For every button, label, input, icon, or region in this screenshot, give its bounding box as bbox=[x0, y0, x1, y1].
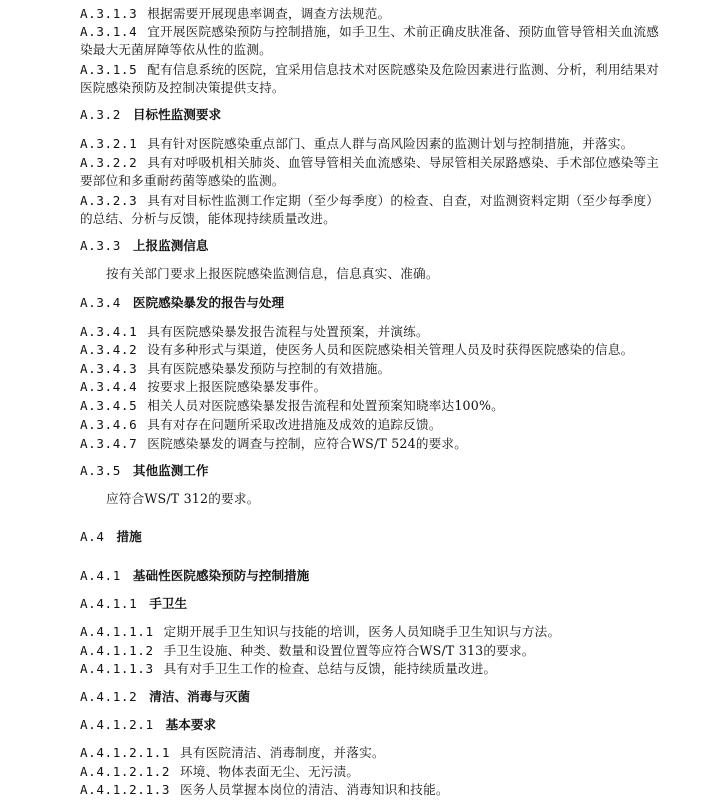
clause-number: A.3.4.7 bbox=[80, 436, 138, 451]
clause-a-3-4-2 bbox=[80, 341, 633, 359]
section-title: 基本要求 bbox=[165, 717, 217, 732]
clause-number: A.3.4.2 bbox=[80, 342, 138, 357]
section-heading-a-3-3 bbox=[80, 237, 208, 255]
clause-continuation: 医院感染预防及控制决策提供支持。 bbox=[80, 80, 285, 95]
clause-a-4-1-1-1 bbox=[80, 623, 560, 641]
section-heading-a-3-5 bbox=[80, 462, 208, 480]
section-number: A.4.1.2 bbox=[80, 689, 138, 704]
clause-text: 医院感染暴发的调查与控制，应符合WS/T 524的要求。 bbox=[147, 436, 468, 451]
clause-a-4-1-1-3 bbox=[80, 660, 496, 678]
clause-a-3-4-1 bbox=[80, 323, 429, 341]
clause-text: 具有针对医院感染重点部门、重点人群与高风险因素的监测计划与控制措施，并落实。 bbox=[147, 136, 634, 151]
clause-continuation: 要部位和多重耐药菌等感染的监测。 bbox=[80, 173, 285, 188]
section-title: 基础性医院感染预防与控制措施 bbox=[132, 568, 310, 583]
clause-text: 具有对存在问题所采取改进措施及成效的追踪反馈。 bbox=[147, 417, 442, 432]
clause-a-3-2-2 bbox=[80, 154, 659, 172]
clause-text: 具有对目标性监测工作定期（至少每季度）的检查、自查，对监测资料定期（至少每季度） bbox=[147, 193, 660, 208]
section-heading-a-4 bbox=[80, 528, 142, 546]
section-heading-a-4-1-2 bbox=[80, 688, 250, 706]
section-title: 其他监测工作 bbox=[132, 463, 209, 478]
clause-a-4-1-2-1-1 bbox=[80, 744, 385, 762]
clause-number: A.4.1.2.1.3 bbox=[80, 782, 171, 797]
clause-text: 相关人员对医院感染暴发报告流程和处置预案知晓率达100%。 bbox=[147, 398, 504, 413]
clause-number: A.4.1.1.3 bbox=[80, 661, 154, 676]
clause-text: 宜开展医院感染预防与控制措施，如手卫生、术前正确皮肤准备、预防血管导管相关血流感 bbox=[147, 24, 660, 39]
section-title: 措施 bbox=[116, 529, 142, 544]
section-heading-a-3-2 bbox=[80, 106, 221, 124]
clause-text: 设有多种形式与渠道，使医务人员和医院感染相关管理人员及时获得医院感染的信息。 bbox=[147, 342, 634, 357]
section-heading-a-4-1 bbox=[80, 567, 309, 585]
clause-number: A.3.4.4 bbox=[80, 379, 138, 394]
clause-a-3-4-4 bbox=[80, 378, 326, 396]
section-number: A.4.1.1 bbox=[80, 596, 138, 611]
clause-number: A.4.1.1.2 bbox=[80, 643, 154, 658]
clause-text: 环境、物体表面无尘、无污渍。 bbox=[180, 764, 360, 779]
section-title: 医院感染暴发的报告与处理 bbox=[132, 295, 285, 310]
section-title: 手卫生 bbox=[149, 596, 188, 611]
section-heading-a-4-1-2-1 bbox=[80, 716, 216, 734]
section-number: A.3.3 bbox=[80, 238, 121, 253]
clause-a-4-1-1-2 bbox=[80, 642, 535, 660]
section-heading-a-3-4 bbox=[80, 294, 284, 312]
section-title: 目标性监测要求 bbox=[132, 107, 222, 122]
clause-number: A.3.4.1 bbox=[80, 324, 138, 339]
clause-number: A.3.2.3 bbox=[80, 193, 138, 208]
section-number: A.4.1.2.1 bbox=[80, 717, 154, 732]
clause-number: A.3.1.3 bbox=[80, 6, 138, 21]
clause-number: A.3.4.5 bbox=[80, 398, 138, 413]
clause-number: A.4.1.2.1.1 bbox=[80, 745, 171, 760]
clause-a-3-2-1 bbox=[80, 135, 633, 153]
clause-continuation: 染最大无菌屏障等依从性的监测。 bbox=[80, 42, 272, 57]
clause-a-3-4-6 bbox=[80, 416, 442, 434]
clause-number: A.4.1.1.1 bbox=[80, 624, 154, 639]
section-number: A.4.1 bbox=[80, 568, 121, 583]
clause-number: A.3.4.6 bbox=[80, 417, 138, 432]
clause-text: 具有对手卫生工作的检查、总结与反馈，能持续质量改进。 bbox=[163, 661, 497, 676]
clause-text: 具有对呼吸机相关肺炎、血管导管相关血流感染、导尿管相关尿路感染、手术部位感染等主 bbox=[147, 155, 660, 170]
clause-a-3-4-5 bbox=[80, 397, 504, 415]
clause-number: A.3.2.1 bbox=[80, 136, 138, 151]
clause-a-3-1-5 bbox=[80, 61, 659, 79]
clause-a-3-1-3 bbox=[80, 5, 390, 23]
clause-text: 手卫生设施、种类、数量和设置位置等应符合WS/T 313的要求。 bbox=[163, 643, 535, 658]
section-number: A.4 bbox=[80, 529, 105, 544]
clause-a-4-1-2-1-2 bbox=[80, 763, 359, 781]
clause-a-4-1-2-1-3 bbox=[80, 781, 449, 799]
clause-a-3-4-7 bbox=[80, 435, 467, 453]
clause-text: 具有医院感染暴发报告流程与处置预案，并演练。 bbox=[147, 324, 429, 339]
clause-text: 配有信息系统的医院，宜采用信息技术对医院感染及危险因素进行监测、分析，利用结果对 bbox=[147, 62, 660, 77]
section-heading-a-4-1-1 bbox=[80, 595, 187, 613]
section-title: 上报监测信息 bbox=[132, 238, 209, 253]
clause-a-3-1-4 bbox=[80, 23, 659, 41]
clause-number: A.3.4.3 bbox=[80, 361, 138, 376]
section-number: A.3.2 bbox=[80, 107, 121, 122]
clause-number: A.3.2.2 bbox=[80, 155, 138, 170]
clause-text: 具有医院清洁、消毒制度，并落实。 bbox=[180, 745, 385, 760]
clause-text: 具有医院感染暴发预防与控制的有效措施。 bbox=[147, 361, 391, 376]
clause-text: 按要求上报医院感染暴发事件。 bbox=[147, 379, 327, 394]
section-number: A.3.4 bbox=[80, 295, 121, 310]
clause-a-3-2-3 bbox=[80, 192, 659, 210]
clause-number: A.3.1.5 bbox=[80, 62, 138, 77]
clause-text: 医务人员掌握本岗位的清洁、消毒知识和技能。 bbox=[180, 782, 449, 797]
section-title: 清洁、消毒与灭菌 bbox=[149, 689, 251, 704]
section-number: A.3.5 bbox=[80, 463, 121, 478]
clause-number: A.3.1.4 bbox=[80, 24, 138, 39]
clause-text: 根据需要开展现患率调查，调查方法规范。 bbox=[147, 6, 391, 21]
clause-a-3-4-3 bbox=[80, 360, 390, 378]
paragraph: 按有关部门要求上报医院感染监测信息，信息真实、准确。 bbox=[106, 266, 439, 281]
clause-number: A.4.1.2.1.2 bbox=[80, 764, 171, 779]
clause-text: 定期开展手卫生知识与技能的培训，医务人员知晓手卫生知识与方法。 bbox=[163, 624, 561, 639]
paragraph: 应符合WS/T 312的要求。 bbox=[106, 491, 260, 506]
clause-continuation: 的总结、分析与反馈，能体现持续质量改进。 bbox=[80, 211, 336, 226]
